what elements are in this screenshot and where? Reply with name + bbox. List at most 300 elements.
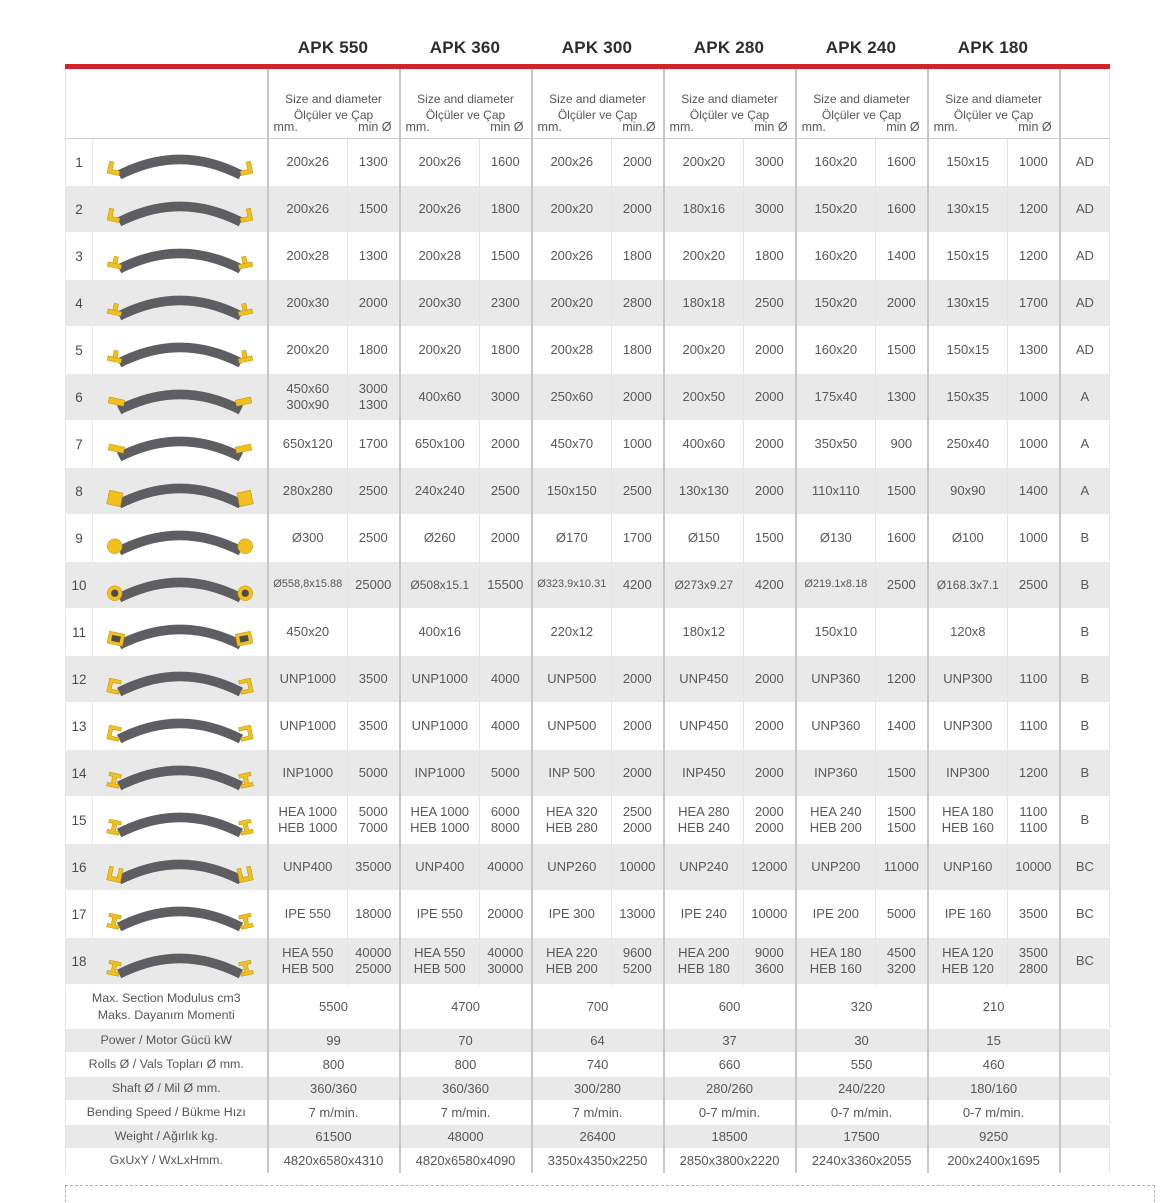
summary-value: 2850x3800x2220 xyxy=(664,1149,796,1173)
min-diameter-cell: 3500 xyxy=(348,656,400,703)
min-diameter-cell: 9000 3600 xyxy=(744,938,796,985)
min-diameter-cell: 3500 xyxy=(348,703,400,750)
size-cell: UNP260 xyxy=(532,844,612,891)
min-diameter-cell: 2000 xyxy=(744,750,796,797)
min-diameter-cell: 35000 xyxy=(348,844,400,891)
min-diameter-cell: 20000 xyxy=(480,891,532,938)
size-cell: UNP400 xyxy=(268,844,348,891)
group-title-en: Size and diameter xyxy=(945,91,1042,106)
group-title-tr: Ölçüler ve Çap xyxy=(293,107,374,122)
summary-value: 30 xyxy=(796,1029,928,1053)
size-cell: 180x16 xyxy=(664,186,744,233)
row-number: 2 xyxy=(66,186,93,233)
size-cell: 130x130 xyxy=(664,468,744,515)
row-number: 17 xyxy=(66,891,93,938)
row-number: 8 xyxy=(66,468,93,515)
min-diameter-cell: 3000 xyxy=(480,374,532,421)
summary-value: 740 xyxy=(532,1053,664,1077)
size-cell: 280x280 xyxy=(268,468,348,515)
tee-profile-icon xyxy=(99,330,261,370)
summary-value: 4700 xyxy=(400,985,532,1029)
min-diameter-cell: 15500 xyxy=(480,562,532,609)
size-cell: UNP450 xyxy=(664,703,744,750)
group-title-tr: Ölçüler ve Çap xyxy=(689,107,770,122)
min-diameter-cell: 1500 xyxy=(876,327,928,374)
size-cell: 90x90 xyxy=(928,468,1008,515)
min-diameter-cell: 40000 30000 xyxy=(480,938,532,985)
min-diameter-cell: 1800 xyxy=(480,186,532,233)
size-cell: IPE 240 xyxy=(664,891,744,938)
summary-value: 61500 xyxy=(268,1125,400,1149)
summary-value: 18500 xyxy=(664,1125,796,1149)
col-min-label: min Ø xyxy=(358,120,392,134)
size-cell: Ø219.1x8.18 xyxy=(796,562,876,609)
min-diameter-cell: 1600 xyxy=(876,139,928,186)
min-diameter-cell: 1600 xyxy=(480,139,532,186)
size-cell: 450x20 xyxy=(268,609,348,656)
size-cell: Ø508x15.1 xyxy=(400,562,480,609)
group-header xyxy=(268,69,400,139)
min-diameter-cell: 1800 xyxy=(612,233,664,280)
summary-value: 17500 xyxy=(796,1125,928,1149)
size-cell: Ø260 xyxy=(400,515,480,562)
summary-row xyxy=(66,1029,1110,1053)
summary-value: 15 xyxy=(928,1029,1060,1053)
profile-icon-cell xyxy=(93,139,268,186)
group-title-en: Size and diameter xyxy=(417,91,514,106)
min-diameter-cell: 1100 xyxy=(1008,656,1060,703)
min-diameter-cell: 4000 xyxy=(480,703,532,750)
machine-title: APK 550 xyxy=(297,38,369,57)
min-diameter-cell: 4200 xyxy=(612,562,664,609)
size-cell: 200x28 xyxy=(268,233,348,280)
summary-label: Power / Motor Gücü kW xyxy=(66,1029,268,1053)
row-number: 15 xyxy=(66,797,93,844)
summary-value: 4820x6580x4310 xyxy=(268,1149,400,1173)
table-row xyxy=(66,186,1110,233)
col-min-label: min Ø xyxy=(490,120,524,134)
min-diameter-cell: 4500 3200 xyxy=(876,938,928,985)
size-cell: IPE 200 xyxy=(796,891,876,938)
summary-value: 320 xyxy=(796,985,928,1029)
flat-bar-icon xyxy=(99,424,261,464)
min-diameter-cell: 2500 xyxy=(480,468,532,515)
summary-value: 2240x3360x2055 xyxy=(796,1149,928,1173)
size-cell: IPE 550 xyxy=(268,891,348,938)
row-number: 9 xyxy=(66,515,93,562)
row-number: 7 xyxy=(66,421,93,468)
size-cell: 200x26 xyxy=(400,186,480,233)
table-row xyxy=(66,797,1110,844)
size-cell: 200x20 xyxy=(664,139,744,186)
u-channel-icon xyxy=(99,847,261,887)
size-cell: HEA 220 HEB 200 xyxy=(532,938,612,985)
size-cell: 200x30 xyxy=(400,280,480,327)
size-cell: 200x28 xyxy=(532,327,612,374)
min-diameter-cell: 2500 xyxy=(876,562,928,609)
summary-value: 9250 xyxy=(928,1125,1060,1149)
summary-value: 48000 xyxy=(400,1125,532,1149)
min-diameter-cell: 2000 xyxy=(612,750,664,797)
rolls-cell: B xyxy=(1060,656,1110,703)
summary-value: 800 xyxy=(268,1053,400,1077)
summary-value: 64 xyxy=(532,1029,664,1053)
rolls-cell: BC xyxy=(1060,891,1110,938)
size-cell: UNP300 xyxy=(928,656,1008,703)
min-diameter-cell: 2000 xyxy=(744,327,796,374)
size-cell: HEA 550 HEB 500 xyxy=(268,938,348,985)
row-number: 3 xyxy=(66,233,93,280)
profile-icon-cell xyxy=(93,374,268,421)
min-diameter-cell: 2800 xyxy=(612,280,664,327)
table-row xyxy=(66,421,1110,468)
table-row xyxy=(66,515,1110,562)
min-diameter-cell: 900 xyxy=(876,421,928,468)
i-beam-icon xyxy=(99,800,261,840)
size-cell: INP1000 xyxy=(400,750,480,797)
size-cell: UNP1000 xyxy=(268,703,348,750)
summary-value: 460 xyxy=(928,1053,1060,1077)
min-diameter-cell: 1200 xyxy=(1008,750,1060,797)
summary-row xyxy=(66,1149,1110,1173)
size-cell: UNP360 xyxy=(796,703,876,750)
summary-value: 550 xyxy=(796,1053,928,1077)
min-diameter-cell: 1700 xyxy=(348,421,400,468)
table-row xyxy=(66,844,1110,891)
summary-value: 360/360 xyxy=(268,1077,400,1101)
rolls-cell: B xyxy=(1060,562,1110,609)
group-title-tr: Ölçüler ve Çap xyxy=(953,107,1034,122)
table-row xyxy=(66,656,1110,703)
size-cell: HEA 280 HEB 240 xyxy=(664,797,744,844)
profile-icon-cell xyxy=(93,515,268,562)
rolls-cell: AD xyxy=(1060,280,1110,327)
size-cell: UNP160 xyxy=(928,844,1008,891)
row-number: 18 xyxy=(66,938,93,985)
size-cell: 150x10 xyxy=(796,609,876,656)
size-cell: INP300 xyxy=(928,750,1008,797)
min-diameter-cell: 2000 xyxy=(612,703,664,750)
min-diameter-cell: 1300 xyxy=(348,233,400,280)
size-cell: 150x35 xyxy=(928,374,1008,421)
min-diameter-cell xyxy=(1008,609,1060,656)
size-cell: 200x20 xyxy=(664,327,744,374)
row-number: 6 xyxy=(66,374,93,421)
col-mm-label: mm. xyxy=(669,120,694,134)
summary-rolls-spacer xyxy=(1060,1125,1110,1149)
table-row xyxy=(66,703,1110,750)
group-title-tr: Ölçüler ve Çap xyxy=(557,107,638,122)
min-diameter-cell: 1600 xyxy=(876,515,928,562)
size-cell: 150x15 xyxy=(928,233,1008,280)
min-diameter-cell: 2000 xyxy=(744,374,796,421)
header-row xyxy=(66,69,1110,139)
size-cell: HEA 180 HEB 160 xyxy=(928,797,1008,844)
min-diameter-cell: 5000 7000 xyxy=(348,797,400,844)
summary-value: 99 xyxy=(268,1029,400,1053)
summary-rolls-spacer xyxy=(1060,1149,1110,1173)
summary-value: 240/220 xyxy=(796,1077,928,1101)
size-cell: Ø323.9x10.31 xyxy=(532,562,612,609)
summary-label: GxUxY / WxLxHmm. xyxy=(66,1149,268,1173)
rolls-header xyxy=(1060,69,1110,139)
min-diameter-cell: 1200 xyxy=(876,656,928,703)
summary-label: Bending Speed / Bükme Hızı xyxy=(66,1101,268,1125)
min-diameter-cell: 11000 xyxy=(876,844,928,891)
size-cell: 250x40 xyxy=(928,421,1008,468)
machine-title: APK 280 xyxy=(693,38,765,57)
group-title-en: Size and diameter xyxy=(813,91,910,106)
min-diameter-cell: 1800 xyxy=(348,327,400,374)
min-diameter-cell xyxy=(744,609,796,656)
min-diameter-cell: 3500 2800 xyxy=(1008,938,1060,985)
technical-spec-table xyxy=(65,69,1110,1173)
rolls-cell: A xyxy=(1060,374,1110,421)
size-cell: INP360 xyxy=(796,750,876,797)
min-diameter-cell: 12000 xyxy=(744,844,796,891)
table-summary xyxy=(66,985,1110,1173)
min-diameter-cell: 1100 xyxy=(1008,703,1060,750)
profile-icon-cell xyxy=(93,703,268,750)
round-bar-icon xyxy=(99,518,261,558)
col-mm-label: mm. xyxy=(933,120,958,134)
size-cell: IPE 550 xyxy=(400,891,480,938)
group-header xyxy=(664,69,796,139)
size-cell: 180x12 xyxy=(664,609,744,656)
size-cell: UNP240 xyxy=(664,844,744,891)
summary-value: 700 xyxy=(532,985,664,1029)
size-cell: 200x26 xyxy=(268,139,348,186)
table-corner-header xyxy=(66,69,268,139)
min-diameter-cell: 1000 xyxy=(1008,374,1060,421)
size-cell: UNP400 xyxy=(400,844,480,891)
summary-value: 7 m/min. xyxy=(400,1101,532,1125)
summary-value: 4820x6580x4090 xyxy=(400,1149,532,1173)
min-diameter-cell: 2000 xyxy=(744,421,796,468)
summary-label: Shaft Ø / Mil Ø mm. xyxy=(66,1077,268,1101)
summary-value: 800 xyxy=(400,1053,532,1077)
size-cell: 200x26 xyxy=(268,186,348,233)
machine-title: APK 240 xyxy=(825,38,897,57)
min-diameter-cell: 2000 xyxy=(612,374,664,421)
table-row xyxy=(66,938,1110,985)
channel-profile-icon xyxy=(99,659,261,699)
table-row xyxy=(66,280,1110,327)
summary-value: 3350x4350x2250 xyxy=(532,1149,664,1173)
min-diameter-cell: 1800 xyxy=(744,233,796,280)
size-cell: 130x15 xyxy=(928,186,1008,233)
rolls-cell: B xyxy=(1060,515,1110,562)
min-diameter-cell: 2000 xyxy=(612,656,664,703)
profile-icon-cell xyxy=(93,797,268,844)
profile-icon-cell xyxy=(93,468,268,515)
size-cell: 650x100 xyxy=(400,421,480,468)
size-cell: UNP450 xyxy=(664,656,744,703)
size-cell: 150x20 xyxy=(796,186,876,233)
size-cell: Ø170 xyxy=(532,515,612,562)
size-cell: 160x20 xyxy=(796,327,876,374)
min-diameter-cell: 1400 xyxy=(876,233,928,280)
size-cell: UNP500 xyxy=(532,703,612,750)
min-diameter-cell xyxy=(348,609,400,656)
min-diameter-cell: 2500 xyxy=(348,515,400,562)
rolls-cell: B xyxy=(1060,703,1110,750)
min-diameter-cell: 2000 xyxy=(744,468,796,515)
min-diameter-cell: 1800 xyxy=(480,327,532,374)
size-cell: HEA 1000 HEB 1000 xyxy=(268,797,348,844)
summary-value: 7 m/min. xyxy=(268,1101,400,1125)
min-diameter-cell: 10000 xyxy=(612,844,664,891)
min-diameter-cell: 1300 xyxy=(348,139,400,186)
min-diameter-cell: 4200 xyxy=(744,562,796,609)
group-header xyxy=(796,69,928,139)
summary-rolls-spacer xyxy=(1060,1029,1110,1053)
min-diameter-cell: 2500 2000 xyxy=(612,797,664,844)
min-diameter-cell: 10000 xyxy=(1008,844,1060,891)
col-mm-label: mm. xyxy=(405,120,430,134)
min-diameter-cell: 1100 1100 xyxy=(1008,797,1060,844)
size-cell: 175x40 xyxy=(796,374,876,421)
size-cell: HEA 200 HEB 180 xyxy=(664,938,744,985)
group-header xyxy=(928,69,1060,139)
profile-icon-cell xyxy=(93,562,268,609)
pipe-icon xyxy=(99,565,261,605)
size-cell: UNP1000 xyxy=(400,703,480,750)
table-row xyxy=(66,891,1110,938)
size-cell: Ø273x9.27 xyxy=(664,562,744,609)
min-diameter-cell xyxy=(612,609,664,656)
profile-icon-cell xyxy=(93,327,268,374)
size-cell: UNP1000 xyxy=(400,656,480,703)
min-diameter-cell: 1600 xyxy=(876,186,928,233)
i-beam-icon xyxy=(99,753,261,793)
size-cell: 400x60 xyxy=(400,374,480,421)
col-min-label: min Ø xyxy=(886,120,920,134)
size-cell: HEA 180 HEB 160 xyxy=(796,938,876,985)
rolls-cell: B xyxy=(1060,750,1110,797)
size-cell: 240x240 xyxy=(400,468,480,515)
summary-value: 600 xyxy=(664,985,796,1029)
size-cell: 650x120 xyxy=(268,421,348,468)
min-diameter-cell: 1500 xyxy=(876,750,928,797)
profile-icon-cell xyxy=(93,656,268,703)
tee-profile-icon xyxy=(99,236,261,276)
size-cell: 120x8 xyxy=(928,609,1008,656)
col-mm-label: mm. xyxy=(801,120,826,134)
size-cell: 200x20 xyxy=(532,280,612,327)
summary-rolls-spacer xyxy=(1060,1053,1110,1077)
size-cell: Ø150 xyxy=(664,515,744,562)
min-diameter-cell: 1800 xyxy=(612,327,664,374)
summary-label: Rolls Ø / Vals Topları Ø mm. xyxy=(66,1053,268,1077)
group-title-en: Size and diameter xyxy=(285,91,382,106)
min-diameter-cell: 40000 xyxy=(480,844,532,891)
rolls-cell: B xyxy=(1060,609,1110,656)
summary-value: 0-7 m/min. xyxy=(796,1101,928,1125)
row-number: 10 xyxy=(66,562,93,609)
i-beam-icon xyxy=(99,941,261,981)
angle-profile-icon xyxy=(99,142,261,182)
size-cell: HEA 120 HEB 120 xyxy=(928,938,1008,985)
rolls-cell: AD xyxy=(1060,327,1110,374)
table-row xyxy=(66,327,1110,374)
summary-value: 37 xyxy=(664,1029,796,1053)
profile-icon-cell xyxy=(93,750,268,797)
row-number: 1 xyxy=(66,139,93,186)
size-cell: 450x60 300x90 xyxy=(268,374,348,421)
row-number: 16 xyxy=(66,844,93,891)
summary-label: Max. Section Modulus cm3 Maks. Dayanım Momenti xyxy=(66,985,268,1029)
dashed-footer-box xyxy=(65,1185,1155,1202)
min-diameter-cell: 1400 xyxy=(1008,468,1060,515)
size-cell: 350x50 xyxy=(796,421,876,468)
size-cell: Ø130 xyxy=(796,515,876,562)
size-cell: 160x20 xyxy=(796,139,876,186)
rolls-cell: AD xyxy=(1060,233,1110,280)
summary-value: 0-7 m/min. xyxy=(928,1101,1060,1125)
col-min-label: min Ø xyxy=(754,120,788,134)
size-cell: 200x28 xyxy=(400,233,480,280)
group-title-en: Size and diameter xyxy=(549,91,646,106)
min-diameter-cell: 1700 xyxy=(1008,280,1060,327)
size-cell: 200x20 xyxy=(268,327,348,374)
summary-value: 660 xyxy=(664,1053,796,1077)
group-header xyxy=(400,69,532,139)
size-cell: IPE 160 xyxy=(928,891,1008,938)
min-diameter-cell: 1200 xyxy=(1008,233,1060,280)
table-row xyxy=(66,609,1110,656)
col-min-label: min.Ø xyxy=(622,120,656,134)
summary-row xyxy=(66,1125,1110,1149)
size-cell: UNP360 xyxy=(796,656,876,703)
min-diameter-cell: 1500 xyxy=(876,468,928,515)
size-cell: INP1000 xyxy=(268,750,348,797)
min-diameter-cell: 1500 xyxy=(348,186,400,233)
size-cell: HEA 240 HEB 200 xyxy=(796,797,876,844)
size-cell: 160x20 xyxy=(796,233,876,280)
angle-profile-icon xyxy=(99,189,261,229)
min-diameter-cell xyxy=(480,609,532,656)
min-diameter-cell: 3500 xyxy=(1008,891,1060,938)
profile-icon-cell xyxy=(93,186,268,233)
min-diameter-cell: 5000 xyxy=(348,750,400,797)
table-row xyxy=(66,139,1110,186)
summary-value: 210 xyxy=(928,985,1060,1029)
min-diameter-cell: 1300 xyxy=(876,374,928,421)
square-tube-icon xyxy=(99,612,261,652)
col-mm-label: mm. xyxy=(537,120,562,134)
min-diameter-cell: 1500 1500 xyxy=(876,797,928,844)
size-cell: HEA 550 HEB 500 xyxy=(400,938,480,985)
profile-icon-cell xyxy=(93,233,268,280)
size-cell: 400x16 xyxy=(400,609,480,656)
group-title-en: Size and diameter xyxy=(681,91,778,106)
rolls-cell: A xyxy=(1060,468,1110,515)
row-number: 14 xyxy=(66,750,93,797)
group-title-tr: Ölçüler ve Çap xyxy=(425,107,506,122)
min-diameter-cell: 1000 xyxy=(1008,421,1060,468)
summary-rolls-spacer xyxy=(1060,1101,1110,1125)
min-diameter-cell: 2300 xyxy=(480,280,532,327)
min-diameter-cell: 2000 xyxy=(876,280,928,327)
profile-icon-cell xyxy=(93,421,268,468)
size-cell: 110x110 xyxy=(796,468,876,515)
col-min-label: min Ø xyxy=(1018,120,1052,134)
summary-value: 280/260 xyxy=(664,1077,796,1101)
min-diameter-cell: 1000 xyxy=(1008,139,1060,186)
size-cell: 200x20 xyxy=(532,186,612,233)
min-diameter-cell: 40000 25000 xyxy=(348,938,400,985)
